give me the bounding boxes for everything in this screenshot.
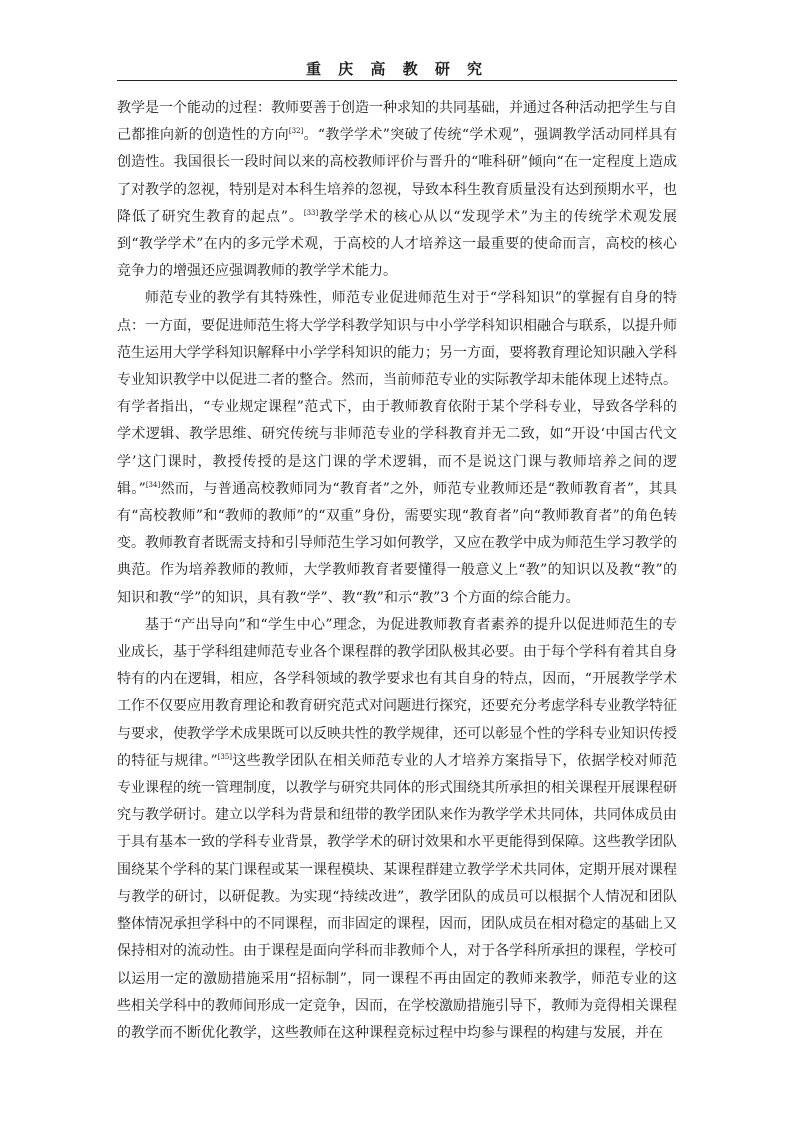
text-span: 基于“产出导向”和“学生中心”理念，为促进教师教育者素养的提升以促进师范生的专业成长，基于学科组建师范专业各个课程群的教学团队极其必要。由于每个学科有着其自身特有的内在逻辑，相应，各学科领域的教学要求也有其自身的特点，因而，“开展教学学术工作不仅要应用教育理论和教育研究范式对问题进行探究，还要充分考虑学科专业教学特征与要求，使教学学术成果既可以反映共性的教学规律，还可以彰显个性的学科专业知识传授的特征与规律。”: [117, 616, 677, 769]
text-span: 这些教学团队在相关师范专业的人才培养方案指导下，依据学校对师范专业课程的统一管理制度，以教学与研究共同体的形式围绕其所承担的相关课程开展课程研究与教学研讨。建立以学科为背景和纽带的教学团队来作为教学学术共同体，共同体成员由于具有基本一致的学科专业背景，教学学术的研讨效果和水平更能得到保障。这些教学团队围绕某个学科的某门课程或某一课程模块、某课程群建立教学学术共同体，定期开展对课程与教学的研讨，以研促教。为实现“持续改进”，教学团队的成员可以根据个人情况和团队整体情况承担学科中的不同课程，而非固定的课程，因而，团队成员在相对稳定的基础上又保持相对的流动性。由于课程是面向学科而非教师个人，对于各学科所承担的课程，学校可以运用一定的激励措施采用“招标制”，同一课程不再由固定的教师来教学，师范专业的这些相关学科中的教师间形成一定竞争，因而，在学校激励措施引导下，教师为竞得相关课程的教学而不断优化教学，这些教师在这种课程竞标过程中均参与课程的构建与发展，并在: [117, 752, 677, 1041]
text-span: 然而，与普通高校教师同为“教育者”之外，师范专业教师还是“教师教育者”，其具有“高校教师”和“教师的教师”的“双重”身份，需要实现“教育者”向“教师教育者”的角色转变。教师教育者既需支持和引导师范生学习如何教学，又应在教学中成为师范生学习教学的典范。作为培养教师的教师，大学教师教育者要懂得一般意义上“教”的知识以及教“教”的知识和教“学”的知识，具有教“学”、教“教”和示“教”3 个方面的综合能力。: [117, 480, 677, 606]
paragraph-1: [117, 95, 677, 285]
journal-header: 重 庆 高 教 研 究: [305, 60, 489, 78]
paragraph-3: [117, 612, 677, 1047]
citation-ref: [32]: [288, 127, 304, 136]
text-span: 教学学术的核心从以“发现学术”为主的传统学术观发展到“教学学术”在内的多元学术观，于高校的人才培养这一最重要的使命而言，高校的核心竞争力的增强还应强调教师的教学学术能力。: [117, 208, 677, 280]
citation-ref: [34]: [145, 480, 161, 489]
text-span: 师范专业的教学有其特殊性，师范专业促进师范生对于“学科知识”的掌握有自身的特点：一方面，要促进师范生将大学学科教学知识与中小学学科知识相融合与联系，以提升师范生运用大学学科知识解释中小学学科知识的能力；另一方面，要将教育理论知识融入学科专业知识教学中以促进二者的整合。然而，当前师范专业的实际教学却未能体现上述特点。有学者指出，“专业规定课程”范式下，由于教师教育依附于某个学科专业，导致各学科的学术逻辑、教学思维、研究传统与非师范专业的学科教育并无二致，如“开设‘中国古代文学’这门课时，教授传授的是这门课的学术逻辑，而不是说这门课与教师培养之间的逻辑。”: [117, 290, 677, 497]
article-body: [117, 95, 677, 1047]
header-rule: [117, 80, 677, 81]
citation-ref: [35]: [217, 752, 233, 761]
text-span: 教学是一个能动的过程：教师要善于创造一种求知的共同基础，并通过各种活动把学生与自己都推向新的创造性的方向: [117, 100, 677, 144]
text-span: 。“教学学术”突破了传统“学术观”，强调教学活动同样具有创造性。我国很长一段时间以来的高校教师评价与晋升的“唯科研”倾向“在一定程度上造成了对教学的忽视，特别是对本科生培养的忽视，导致本科生教育质量没有达到预期水平，也降低了研究生教育的起点”。: [117, 127, 677, 225]
paragraph-2: [117, 285, 677, 611]
citation-ref: [33]: [303, 208, 319, 217]
